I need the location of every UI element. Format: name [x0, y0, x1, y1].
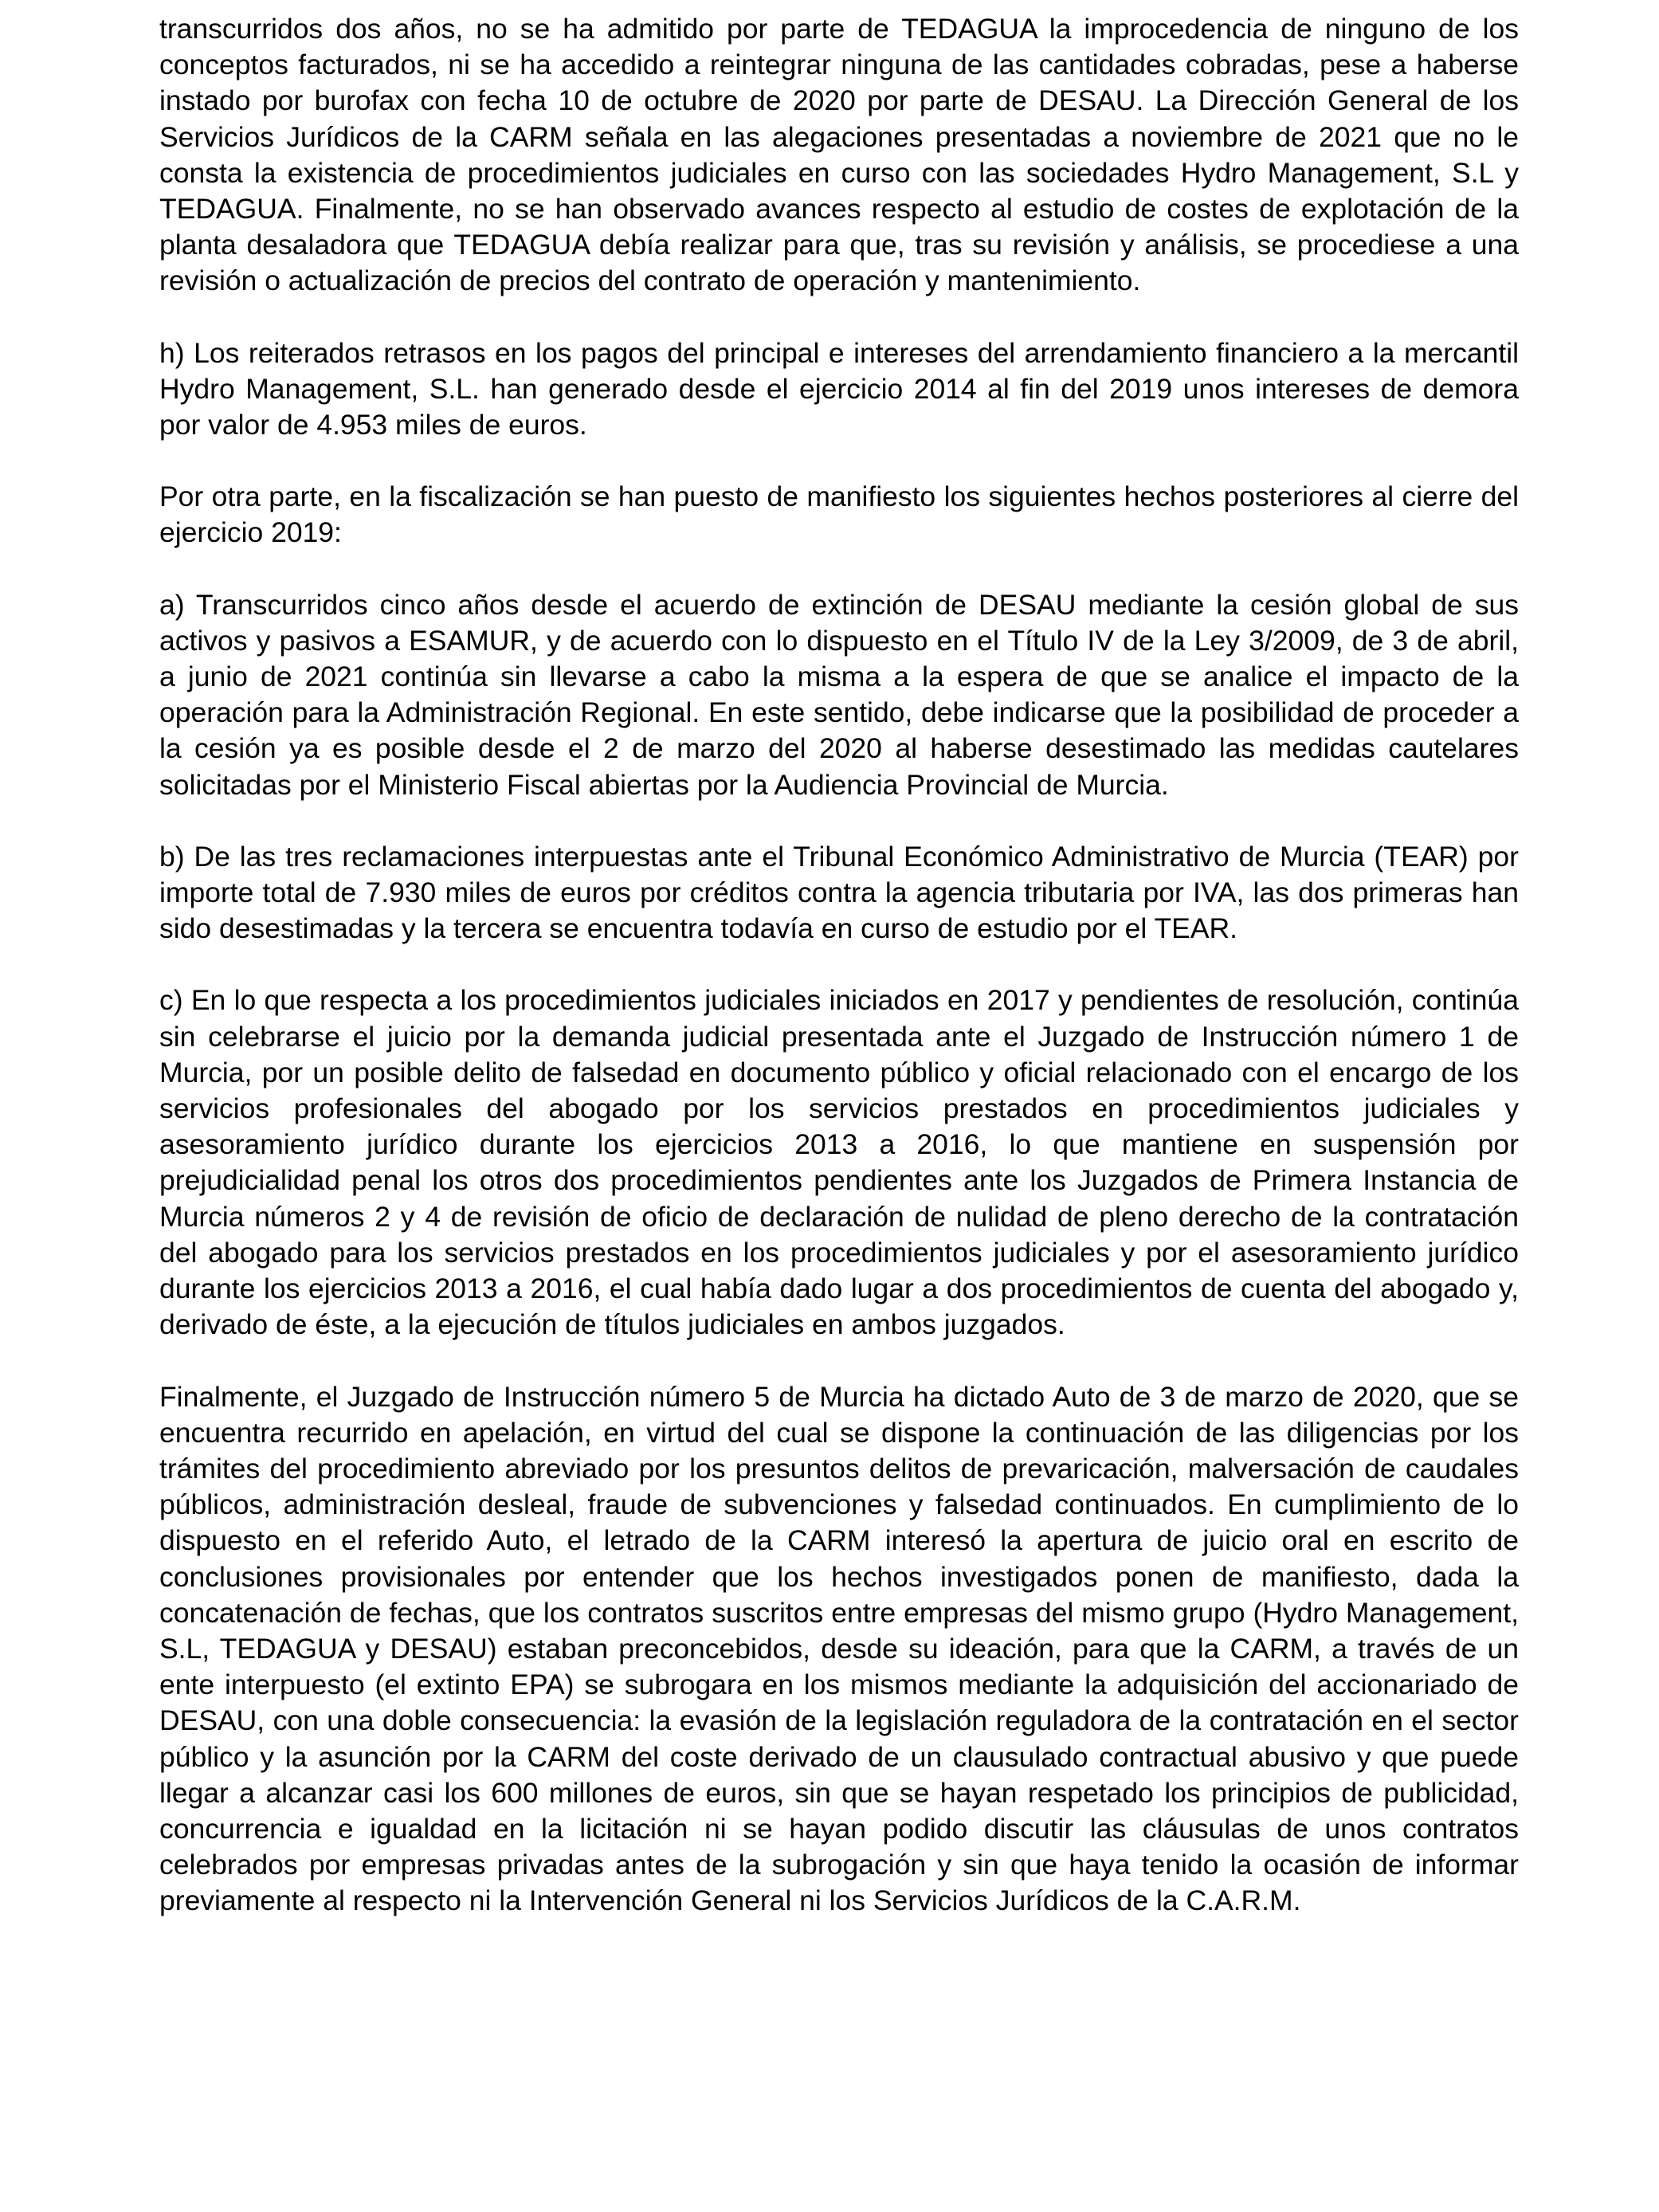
- paragraph-c-judicial-proceedings: c) En lo que respecta a los procedimientos judiciales iniciados en 2017 y pendientes de resolución, continúa sin celebrarse el juicio por la demanda judicial presentada ante el Juzgado de Instrucción número 1 de Murcia, por un posible delito de falsedad en documento público y oficial relacionado con el encargo de los servicios profesionales del abogado por los servicios prestados en procedimientos judiciales y asesoramiento jurídico durante los ejercicios 2013 a 2016, lo que mantiene en suspensión por prejudicialidad penal los otros dos procedimientos pendientes ante los Juzgados de Primera Instancia de Murcia números 2 y 4 de revisión de oficio de declaración de nulidad de pleno derecho de la contratación del abogado para los servicios prestados en los procedimientos judiciales y por el asesoramiento jurídico durante los ejercicios 2013 a 2016, el cual había dado lugar a dos procedimientos de cuenta del abogado y, derivado de éste, a la ejecución de títulos judiciales en ambos juzgados.: [159, 984, 1519, 1341]
- paragraph-subsequent-events-intro: Por otra parte, en la fiscalización se han puesto de manifiesto los siguientes hechos posteriores al cierre del ejercicio 2019:: [159, 480, 1519, 549]
- paragraph-finally-court-order: Finalmente, el Juzgado de Instrucción número 5 de Murcia ha dictado Auto de 3 de marzo de 2020, que se encuentra recurrido en apelación, en virtud del cual se dispone la continuación de las diligencias por los trámites del procedimiento abreviado por los presuntos delitos de prevaricación, malversación de caudales públicos, administración desleal, fraude de subvenciones y falsedad continuados. En cumplimiento de lo dispuesto en el referido Auto, el letrado de la CARM interesó la apertura de juicio oral en escrito de conclusiones provisionales por entender que los hechos investigados ponen de manifiesto, dada la concatenación de fechas, que los contratos suscritos entre empresas del mismo grupo (Hydro Management, S.L, TEDAGUA y DESAU) estaban preconcebidos, desde su ideación, para que la CARM, a través de un ente interpuesto (el extinto EPA) se subrogara en los mismos mediante la adquisición del accionariado de DESAU, con una doble consecuencia: la evasión de la legislación reguladora de la contratación en el sector público y la asunción por la CARM del coste derivado de un clausulado contractual abusivo y que puede llegar a alcanzar casi los 600 millones de euros, sin que se hayan respetado los principios de publicidad, concurrencia e igualdad en la licitación ni se hayan podido discutir las cláusulas de unos contratos celebrados por empresas privadas antes de la subrogación y sin que haya tenido la ocasión de informar previamente al respecto ni la Intervención General ni los Servicios Jurídicos de la C.A.R.M.: [159, 1380, 1519, 1917]
- paragraph-h-late-payments: h) Los reiterados retrasos en los pagos del principal e intereses del arrendamiento financiero a la mercantil Hydro Management, S.L. han generado desde el ejercicio 2014 al fin del 2019 unos intereses de demora por valor de 4.953 miles de euros.: [159, 336, 1519, 441]
- paragraph-continuation-tedagua: transcurridos dos años, no se ha admitido por parte de TEDAGUA la improcedencia de ninguno de los conceptos facturados, ni se ha accedido a reintegrar ninguna de las cantidades cobradas, pese a haberse instado por burofax con fecha 10 de octubre de 2020 por parte de DESAU. La Dirección General de los Servicios Jurídicos de la CARM señala en las alegaciones presentadas a noviembre de 2021 que no le consta la existencia de procedimientos judiciales en curso con las sociedades Hydro Management, S.L y TEDAGUA. Finalmente, no se han observado avances respecto al estudio de costes de explotación de la planta desaladora que TEDAGUA debía realizar para que, tras su revisión y análisis, se procediese a una revisión o actualización de precios del contrato de operación y mantenimiento.: [159, 13, 1519, 297]
- document-page: [159, 11, 1519, 1920]
- paragraph-b-tear-claims: b) De las tres reclamaciones interpuestas ante el Tribunal Económico Administrativo de Murcia (TEAR) por importe total de 7.930 miles de euros por créditos contra la agencia tributaria por IVA, las dos primeras han sido desestimadas y la tercera se encuentra todavía en curso de estudio por el TEAR.: [159, 840, 1519, 945]
- paragraph-a-desau-extinction: a) Transcurridos cinco años desde el acuerdo de extinción de DESAU mediante la cesión global de sus activos y pasivos a ESAMUR, y de acuerdo con lo dispuesto en el Título IV de la Ley 3/2009, de 3 de abril, a junio de 2021 continúa sin llevarse a cabo la misma a la espera de que se analice el impacto de la operación para la Administración Regional. En este sentido, debe indicarse que la posibilidad de proceder a la cesión ya es posible desde el 2 de marzo del 2020 al haberse desestimado las medidas cautelares solicitadas por el Ministerio Fiscal abiertas por la Audiencia Provincial de Murcia.: [159, 588, 1519, 801]
